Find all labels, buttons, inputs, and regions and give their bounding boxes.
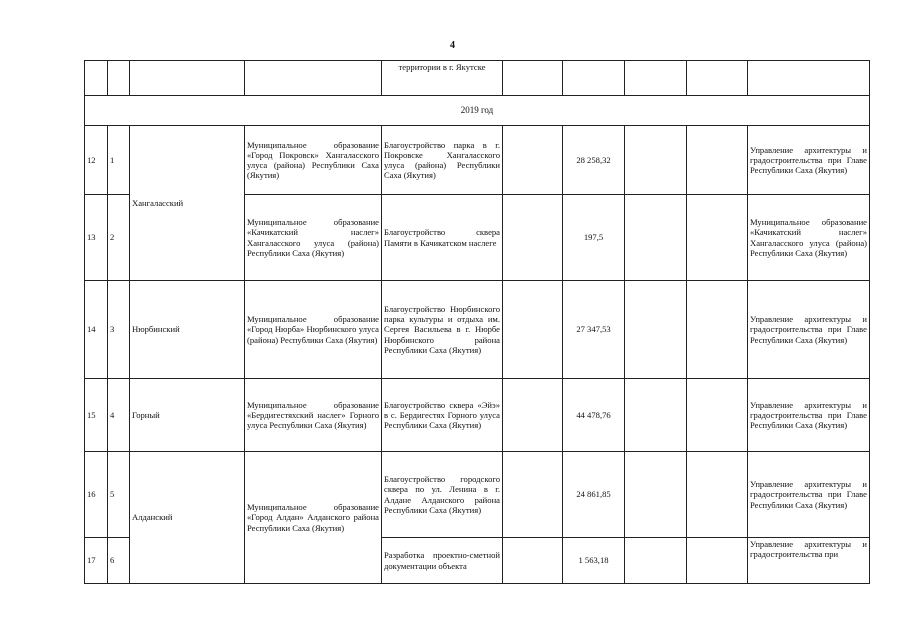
row-subnumber: 3	[108, 281, 130, 379]
row-subnumber: 4	[108, 379, 130, 452]
project-cell: Благоустройство сквера Памяти в Качикатском наслеге	[382, 195, 503, 281]
responsible-cell: Управление архитектуры и градостроительства при	[748, 538, 870, 584]
municipality-cell: Муниципальное образование «Город Покровск» Хангаласского улуса (района) Республики Саха (Якутия)	[245, 126, 382, 195]
project-cell: Благоустройство сквера «Эйэ» в с. Бердигестях Горного улуса Республики Саха (Якутия)	[382, 379, 503, 452]
page-number: 4	[450, 40, 455, 51]
year-header: 2019 год	[85, 96, 870, 126]
amount-cell: 197,5	[563, 195, 625, 281]
table-row	[85, 281, 870, 379]
cell-empty	[108, 61, 130, 96]
project-cell: Благоустройство парка в г. Покровске Хангаласского улуса (района) Республики Саха (Якутия)	[382, 126, 503, 195]
amount-cell: 27 347,53	[563, 281, 625, 379]
cell-empty	[625, 126, 687, 195]
program-table	[84, 60, 870, 584]
cell-empty	[687, 195, 748, 281]
amount-cell: 44 478,76	[563, 379, 625, 452]
project-cell: Благоустройство городского сквера по ул. Ленина в г. Алдане Алданского района Республики Саха (Якутия)	[382, 452, 503, 538]
district-cell: Алданский	[130, 452, 245, 584]
project-cell: Благоустройство Нюрбинского парка культуры и отдыха им. Сергея Васильева в г. Нюрбе Нюрбинского района Республики Саха (Якутия)	[382, 281, 503, 379]
cell-empty	[687, 126, 748, 195]
row-subnumber: 2	[108, 195, 130, 281]
row-subnumber: 6	[108, 538, 130, 584]
cell-empty	[503, 61, 563, 96]
row-number: 13	[85, 195, 108, 281]
amount-cell: 28 258,32	[563, 126, 625, 195]
cell-empty	[130, 61, 245, 96]
table-row	[85, 61, 870, 96]
responsible-cell: Муниципальное образование «Качикатский наслег» Хангаласского улуса (района) Республики Саха (Якутия)	[748, 195, 870, 281]
cell-empty	[748, 61, 870, 96]
cell-empty	[245, 61, 382, 96]
amount-cell: 1 563,18	[563, 538, 625, 584]
district-cell: Нюрбинский	[130, 281, 245, 379]
cell-empty	[625, 281, 687, 379]
responsible-cell: Управление архитектуры и градостроительства при Главе Республики Саха (Якутия)	[748, 379, 870, 452]
cell-empty	[625, 195, 687, 281]
responsible-cell: Управление архитектуры и градостроительства при Главе Республики Саха (Якутия)	[748, 281, 870, 379]
project-cell: Разработка проектно-сметной документации объекта	[382, 538, 503, 584]
cell-empty	[503, 195, 563, 281]
row-subnumber: 1	[108, 126, 130, 195]
table-row	[85, 379, 870, 452]
cell-empty	[85, 61, 108, 96]
municipality-cell: Муниципальное образование «Город Алдан» Алданского района Республики Саха (Якутия)	[245, 452, 382, 584]
row-number: 17	[85, 538, 108, 584]
table-row	[85, 126, 870, 195]
cell-empty	[503, 281, 563, 379]
project-cell: территории в г. Якутске	[382, 61, 503, 96]
cell-empty	[563, 61, 625, 96]
cell-empty	[503, 379, 563, 452]
row-number: 14	[85, 281, 108, 379]
municipality-cell: Муниципальное образование «Город Нюрба» Нюрбинского улуса (района) Республики Саха (Якутия)	[245, 281, 382, 379]
row-number: 16	[85, 452, 108, 538]
cell-empty	[687, 538, 748, 584]
district-cell: Хангаласский	[130, 126, 245, 281]
cell-empty	[625, 379, 687, 452]
row-number: 15	[85, 379, 108, 452]
cell-empty	[503, 538, 563, 584]
table-row	[85, 452, 870, 538]
municipality-cell: Муниципальное образование «Бердигестяхский наслег» Горного улуса Республики Саха (Якутия)	[245, 379, 382, 452]
year-header-row	[85, 96, 870, 126]
cell-empty	[503, 452, 563, 538]
cell-empty	[687, 452, 748, 538]
cell-empty	[687, 379, 748, 452]
cell-empty	[687, 61, 748, 96]
cell-empty	[503, 126, 563, 195]
municipality-cell: Муниципальное образование «Качикатский наслег» Хангаласского улуса (района) Республики Саха (Якутия)	[245, 195, 382, 281]
cell-empty	[625, 538, 687, 584]
cell-empty	[687, 281, 748, 379]
amount-cell: 24 861,85	[563, 452, 625, 538]
cell-empty	[625, 452, 687, 538]
district-cell: Горный	[130, 379, 245, 452]
cell-empty	[625, 61, 687, 96]
row-subnumber: 5	[108, 452, 130, 538]
responsible-cell: Управление архитектуры и градостроительства при Главе Республики Саха (Якутия)	[748, 452, 870, 538]
responsible-cell: Управление архитектуры и градостроительства при Главе Республики Саха (Якутия)	[748, 126, 870, 195]
row-number: 12	[85, 126, 108, 195]
